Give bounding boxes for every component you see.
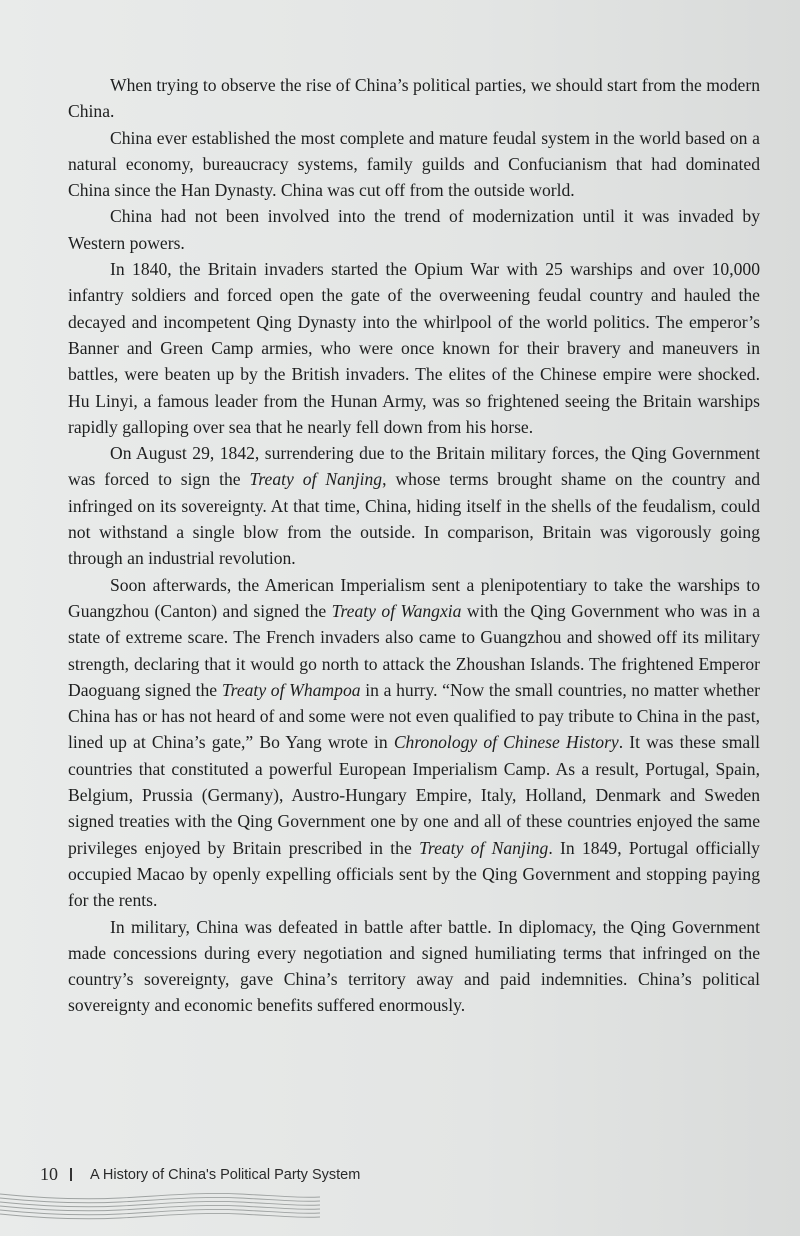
running-title: A History of China's Political Party System [90,1166,361,1183]
body-text [68,72,760,1019]
italic-title: Treaty of Wangxia [331,600,462,621]
paragraph [68,125,760,204]
paragraph [68,440,760,571]
paragraph [68,203,760,256]
paragraph [68,572,760,914]
italic-title: Chronology of Chinese History [393,732,619,753]
text-run: China had not been involved into the trend of modernization until it was invaded by Western powers. [68,206,760,253]
text-run: . In 1849, Portugal officially occupied Macao by openly expelling officials sent by the Qing Government and stopping paying for the rents. [68,837,760,911]
page-number: 10 [40,1164,58,1184]
text-run: , whose terms brought shame on the country and infringed on its sovereignty. At that time, China, hiding itself in the shells of the feudalism, could not withstand a single blow from the outside. In comparison, Britain was vigorously going through an industrial revolution. [68,469,760,569]
text-run: When trying to observe the rise of China’s political parties, we should start from the modern China. [68,75,760,122]
page-footer [40,1164,360,1185]
decorative-wave-lines [0,1188,320,1222]
text-run: In 1840, the Britain invaders started the Opium War with 25 warships and over 10,000 infantry soldiers and forced open the gate of the overweening feudal country and hauled the decayed and incompetent Qing Dynasty into the whirlpool of the world politics. The emperor’s Banner and Green Camp armies, who were once known for their bravery and maneuvers in battles, were beaten up by the British invaders. The elites of the Chinese empire were shocked. Hu Linyi, a famous leader from the Hunan Army, was so frightened seeing the Britain warships rapidly galloping over sea that he nearly fell down from his horse. [68,259,760,437]
text-run: in a hurry. “Now the small countries, no matter whether China has or has not heard of and some were not even qualified to pay tribute to China in the past, lined up at China’s gate,” Bo Yang wrote in [68,679,761,753]
paragraph [68,914,760,1019]
italic-title: Treaty of Whampoa [221,679,361,700]
text-run: with the Qing Government who was in a state of extreme scare. The French invaders also came to Guangzhou and showed off its military strength, declaring that it would go north to attack the Zhoushan Islands. The frightened Emperor Daoguang signed the [68,600,760,700]
text-run: In military, China was defeated in battle after battle. In diplomacy, the Qing Government made concessions during every negotiation and signed humiliating terms that infringed on the country’s sovereignty, gave China’s territory away and paid indemnities. China’s political sovereignty and economic benefits suffered enormously. [68,916,760,1016]
text-run: On August 29, 1842, surrendering due to the Britain military forces, the Qing Government was forced to sign the [68,443,760,490]
paragraph [68,72,760,125]
text-run: China ever established the most complete and mature feudal system in the world based on a natural economy, bureaucracy systems, family guilds and Confucianism that had dominated China since the Han Dynasty. China was cut off from the outside world. [68,127,760,201]
italic-title: Treaty of Nanjing [249,469,383,490]
text-run: Soon afterwards, the American Imperialism sent a plenipotentiary to take the warships to Guangzhou (Canton) and signed the [68,574,760,621]
footer-separator [70,1168,72,1181]
paragraph [68,256,760,440]
text-run: . It was these small countries that constituted a powerful European Imperialism Camp. As a result, Portugal, Spain, Belgium, Prussia (Germany), Austro-Hungary Empire, Italy, Holland, Denmark and Sweden signed treaties with the Qing Government one by one and all of these countries enjoyed the same privileges enjoyed by Britain prescribed in the [68,732,760,858]
italic-title: Treaty of Nanjing [419,837,549,858]
